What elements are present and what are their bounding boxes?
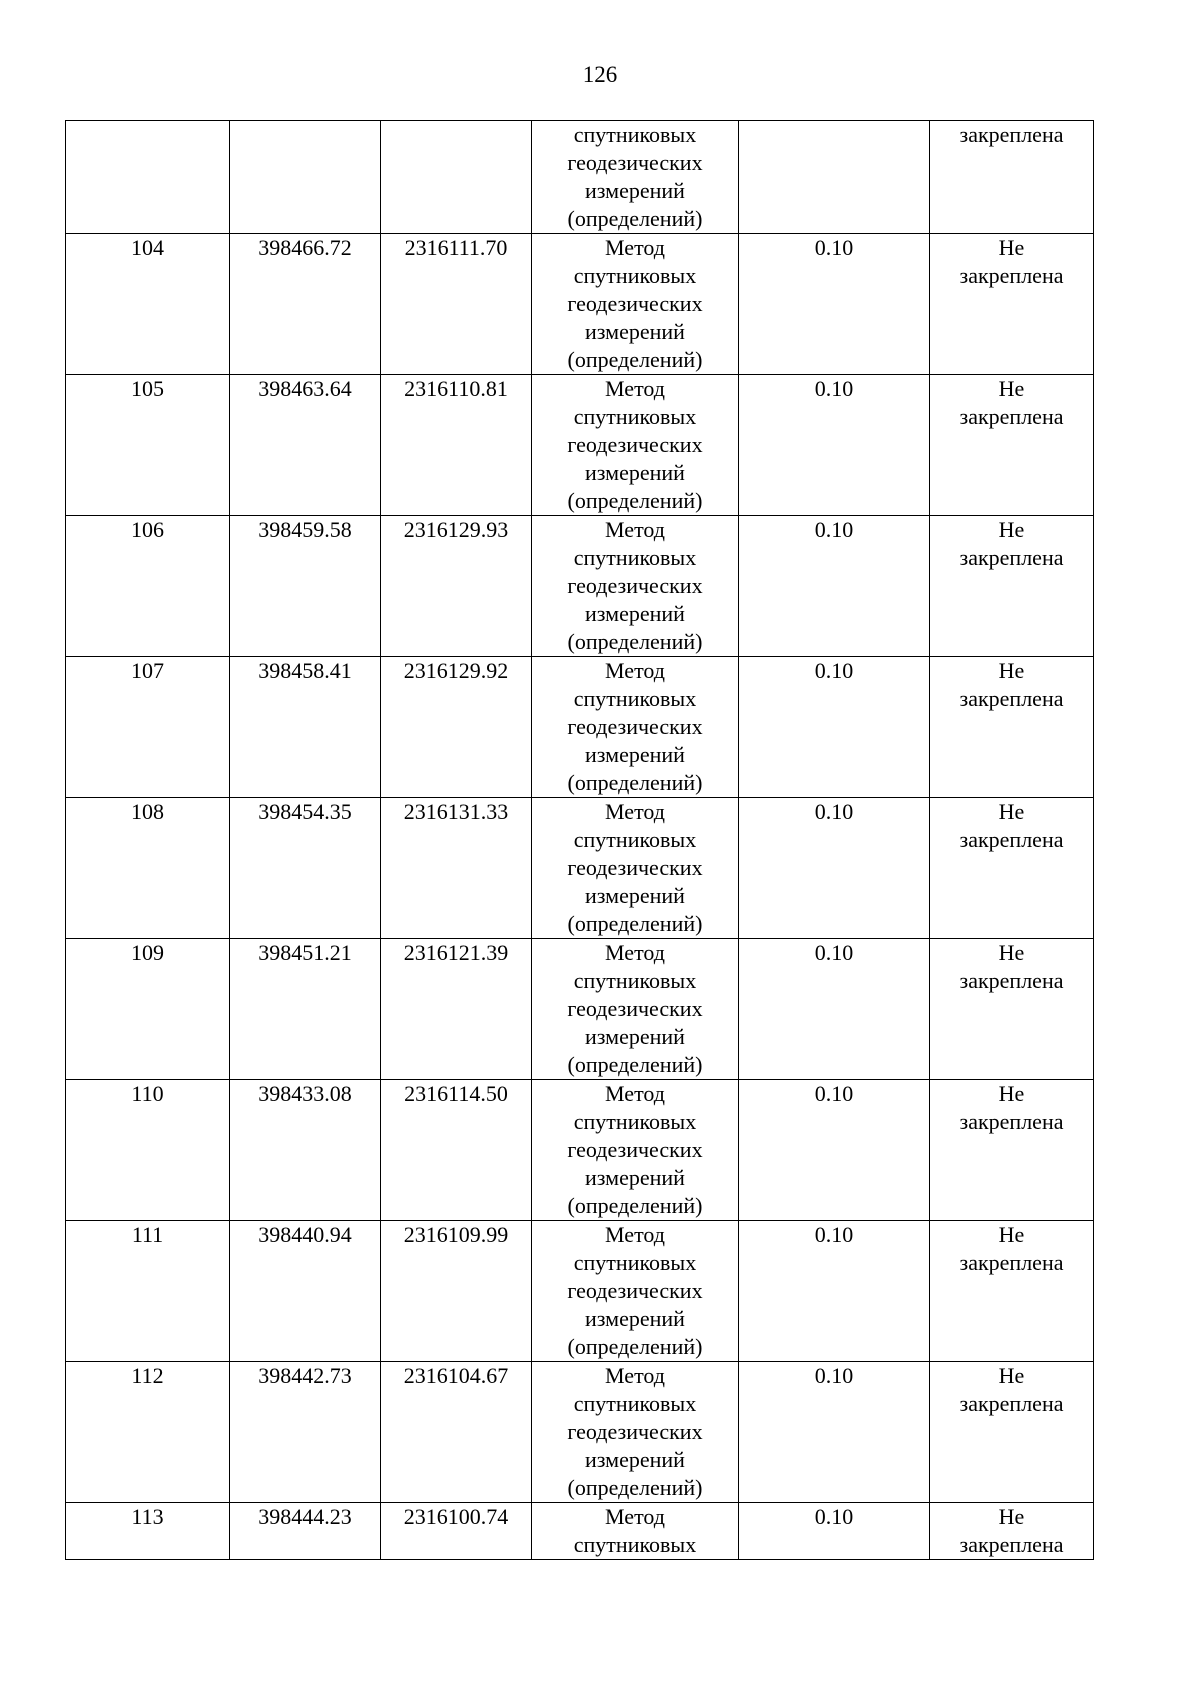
- table-row: [66, 657, 1094, 798]
- fixing-text-line: закреплена: [959, 968, 1064, 993]
- method-text-line: спутниковых: [573, 827, 697, 852]
- precision-cell: 0.10: [739, 1080, 930, 1221]
- fixing-text-line: Не: [998, 1504, 1025, 1529]
- y-coordinate-cell: 2316129.92: [381, 657, 532, 798]
- precision-cell: 0.10: [739, 939, 930, 1080]
- point-number-cell: 108: [66, 798, 230, 939]
- precision-cell: 0.10: [739, 516, 930, 657]
- table-row: [66, 1362, 1094, 1503]
- method-text-line: (определений): [567, 1334, 703, 1359]
- fixing-cell: [930, 234, 1094, 375]
- method-text-line: измерений: [585, 1447, 685, 1472]
- fixing-cell: [930, 1503, 1094, 1560]
- precision-cell: 0.10: [739, 1221, 930, 1362]
- table-body: [66, 121, 1094, 1560]
- table-row: [66, 939, 1094, 1080]
- y-coordinate-cell: 2316100.74: [381, 1503, 532, 1560]
- x-coordinate-cell: 398433.08: [230, 1080, 381, 1221]
- method-text-line: измерений: [585, 178, 685, 203]
- method-text-line: геодезических: [567, 432, 703, 457]
- method-cell: [532, 1362, 739, 1503]
- table-row: [66, 1221, 1094, 1362]
- method-text-line: геодезических: [567, 714, 703, 739]
- precision-cell: [739, 121, 930, 234]
- y-coordinate-cell: 2316121.39: [381, 939, 532, 1080]
- method-text-line: геодезических: [567, 1419, 703, 1444]
- method-text-line: (определений): [567, 206, 703, 231]
- method-text-line: геодезических: [567, 996, 703, 1021]
- method-text-line: (определений): [567, 1475, 703, 1500]
- x-coordinate-cell: 398444.23: [230, 1503, 381, 1560]
- x-coordinate-cell: 398454.35: [230, 798, 381, 939]
- fixing-text-line: Не: [998, 1363, 1025, 1388]
- method-text-line: измерений: [585, 883, 685, 908]
- x-coordinate-cell: 398442.73: [230, 1362, 381, 1503]
- method-text-line: Метод: [605, 940, 665, 965]
- fixing-cell: [930, 657, 1094, 798]
- fixing-cell: [930, 798, 1094, 939]
- method-cell: [532, 516, 739, 657]
- method-cell: [532, 1503, 739, 1560]
- method-text-line: геодезических: [567, 573, 703, 598]
- fixing-text-line: Не: [998, 658, 1025, 683]
- fixing-text-line: закреплена: [959, 1391, 1064, 1416]
- method-text-line: Метод: [605, 235, 665, 260]
- precision-cell: 0.10: [739, 657, 930, 798]
- method-text-line: измерений: [585, 1306, 685, 1331]
- method-text-line: Метод: [605, 658, 665, 683]
- fixing-text-line: Не: [998, 1222, 1025, 1247]
- x-coordinate-cell: 398459.58: [230, 516, 381, 657]
- fixing-text-line: закреплена: [959, 122, 1064, 147]
- fixing-text-line: закреплена: [959, 1532, 1064, 1557]
- method-text-line: спутниковых: [573, 1250, 697, 1275]
- fixing-text-line: Не: [998, 376, 1025, 401]
- fixing-text-line: закреплена: [959, 686, 1064, 711]
- fixing-text-line: закреплена: [959, 404, 1064, 429]
- method-text-line: (определений): [567, 629, 703, 654]
- fixing-text-line: закреплена: [959, 263, 1064, 288]
- method-text-line: спутниковых: [573, 122, 697, 147]
- method-text-line: (определений): [567, 1193, 703, 1218]
- x-coordinate-cell: 398463.64: [230, 375, 381, 516]
- method-cell: [532, 375, 739, 516]
- page-number: 126: [582, 62, 618, 87]
- fixing-cell: [930, 1362, 1094, 1503]
- method-text-line: спутниковых: [573, 263, 697, 288]
- table-row: [66, 121, 1094, 234]
- fixing-text-line: закреплена: [959, 545, 1064, 570]
- method-text-line: измерений: [585, 742, 685, 767]
- method-text-line: геодезических: [567, 855, 703, 880]
- y-coordinate-cell: 2316114.50: [381, 1080, 532, 1221]
- x-coordinate-cell: 398458.41: [230, 657, 381, 798]
- method-text-line: Метод: [605, 1504, 665, 1529]
- x-coordinate-cell: 398440.94: [230, 1221, 381, 1362]
- method-text-line: измерений: [585, 319, 685, 344]
- table-row: [66, 234, 1094, 375]
- x-coordinate-cell: 398466.72: [230, 234, 381, 375]
- method-cell: [532, 121, 739, 234]
- method-text-line: (определений): [567, 488, 703, 513]
- y-coordinate-cell: 2316131.33: [381, 798, 532, 939]
- method-text-line: Метод: [605, 799, 665, 824]
- method-text-line: Метод: [605, 1222, 665, 1247]
- method-cell: [532, 234, 739, 375]
- table-row: [66, 798, 1094, 939]
- point-number-cell: 106: [66, 516, 230, 657]
- fixing-cell: [930, 121, 1094, 234]
- y-coordinate-cell: 2316110.81: [381, 375, 532, 516]
- fixing-cell: [930, 516, 1094, 657]
- precision-cell: 0.10: [739, 234, 930, 375]
- method-text-line: (определений): [567, 770, 703, 795]
- y-coordinate-cell: 2316109.99: [381, 1221, 532, 1362]
- method-text-line: спутниковых: [573, 1109, 697, 1134]
- fixing-text-line: Не: [998, 799, 1025, 824]
- method-text-line: спутниковых: [573, 545, 697, 570]
- fixing-text-line: закреплена: [959, 1250, 1064, 1275]
- method-text-line: Метод: [605, 1363, 665, 1388]
- method-text-line: спутниковых: [573, 1391, 697, 1416]
- point-number-cell: 105: [66, 375, 230, 516]
- method-cell: [532, 1221, 739, 1362]
- method-cell: [532, 657, 739, 798]
- x-coordinate-cell: 398451.21: [230, 939, 381, 1080]
- method-text-line: измерений: [585, 601, 685, 626]
- method-text-line: геодезических: [567, 150, 703, 175]
- fixing-text-line: Не: [998, 517, 1025, 542]
- y-coordinate-cell: 2316111.70: [381, 234, 532, 375]
- method-text-line: измерений: [585, 1165, 685, 1190]
- y-coordinate-cell: [381, 121, 532, 234]
- precision-cell: 0.10: [739, 798, 930, 939]
- method-text-line: спутниковых: [573, 1532, 697, 1557]
- y-coordinate-cell: 2316129.93: [381, 516, 532, 657]
- method-cell: [532, 1080, 739, 1221]
- fixing-cell: [930, 939, 1094, 1080]
- fixing-text-line: Не: [998, 940, 1025, 965]
- fixing-text-line: Не: [998, 1081, 1025, 1106]
- table-row: [66, 1503, 1094, 1560]
- fixing-cell: [930, 1080, 1094, 1221]
- method-text-line: спутниковых: [573, 968, 697, 993]
- point-number-cell: 107: [66, 657, 230, 798]
- precision-cell: 0.10: [739, 1362, 930, 1503]
- point-number-cell: 104: [66, 234, 230, 375]
- coordinates-table: [65, 120, 1094, 1560]
- y-coordinate-cell: 2316104.67: [381, 1362, 532, 1503]
- fixing-text-line: закреплена: [959, 1109, 1064, 1134]
- precision-cell: 0.10: [739, 375, 930, 516]
- fixing-cell: [930, 1221, 1094, 1362]
- method-text-line: Метод: [605, 376, 665, 401]
- method-text-line: спутниковых: [573, 686, 697, 711]
- precision-cell: 0.10: [739, 1503, 930, 1560]
- x-coordinate-cell: [230, 121, 381, 234]
- method-text-line: Метод: [605, 1081, 665, 1106]
- method-text-line: (определений): [567, 347, 703, 372]
- point-number-cell: 113: [66, 1503, 230, 1560]
- point-number-cell: 109: [66, 939, 230, 1080]
- method-text-line: геодезических: [567, 291, 703, 316]
- point-number-cell: [66, 121, 230, 234]
- table-row: [66, 1080, 1094, 1221]
- fixing-text-line: закреплена: [959, 827, 1064, 852]
- method-cell: [532, 939, 739, 1080]
- method-text-line: измерений: [585, 1024, 685, 1049]
- table-row: [66, 375, 1094, 516]
- method-text-line: геодезических: [567, 1137, 703, 1162]
- point-number-cell: 110: [66, 1080, 230, 1221]
- point-number-cell: 112: [66, 1362, 230, 1503]
- method-text-line: (определений): [567, 911, 703, 936]
- table-row: [66, 516, 1094, 657]
- method-text-line: спутниковых: [573, 404, 697, 429]
- method-text-line: геодезических: [567, 1278, 703, 1303]
- fixing-cell: [930, 375, 1094, 516]
- method-cell: [532, 798, 739, 939]
- method-text-line: Метод: [605, 517, 665, 542]
- method-text-line: (определений): [567, 1052, 703, 1077]
- method-text-line: измерений: [585, 460, 685, 485]
- point-number-cell: 111: [66, 1221, 230, 1362]
- fixing-text-line: Не: [998, 235, 1025, 260]
